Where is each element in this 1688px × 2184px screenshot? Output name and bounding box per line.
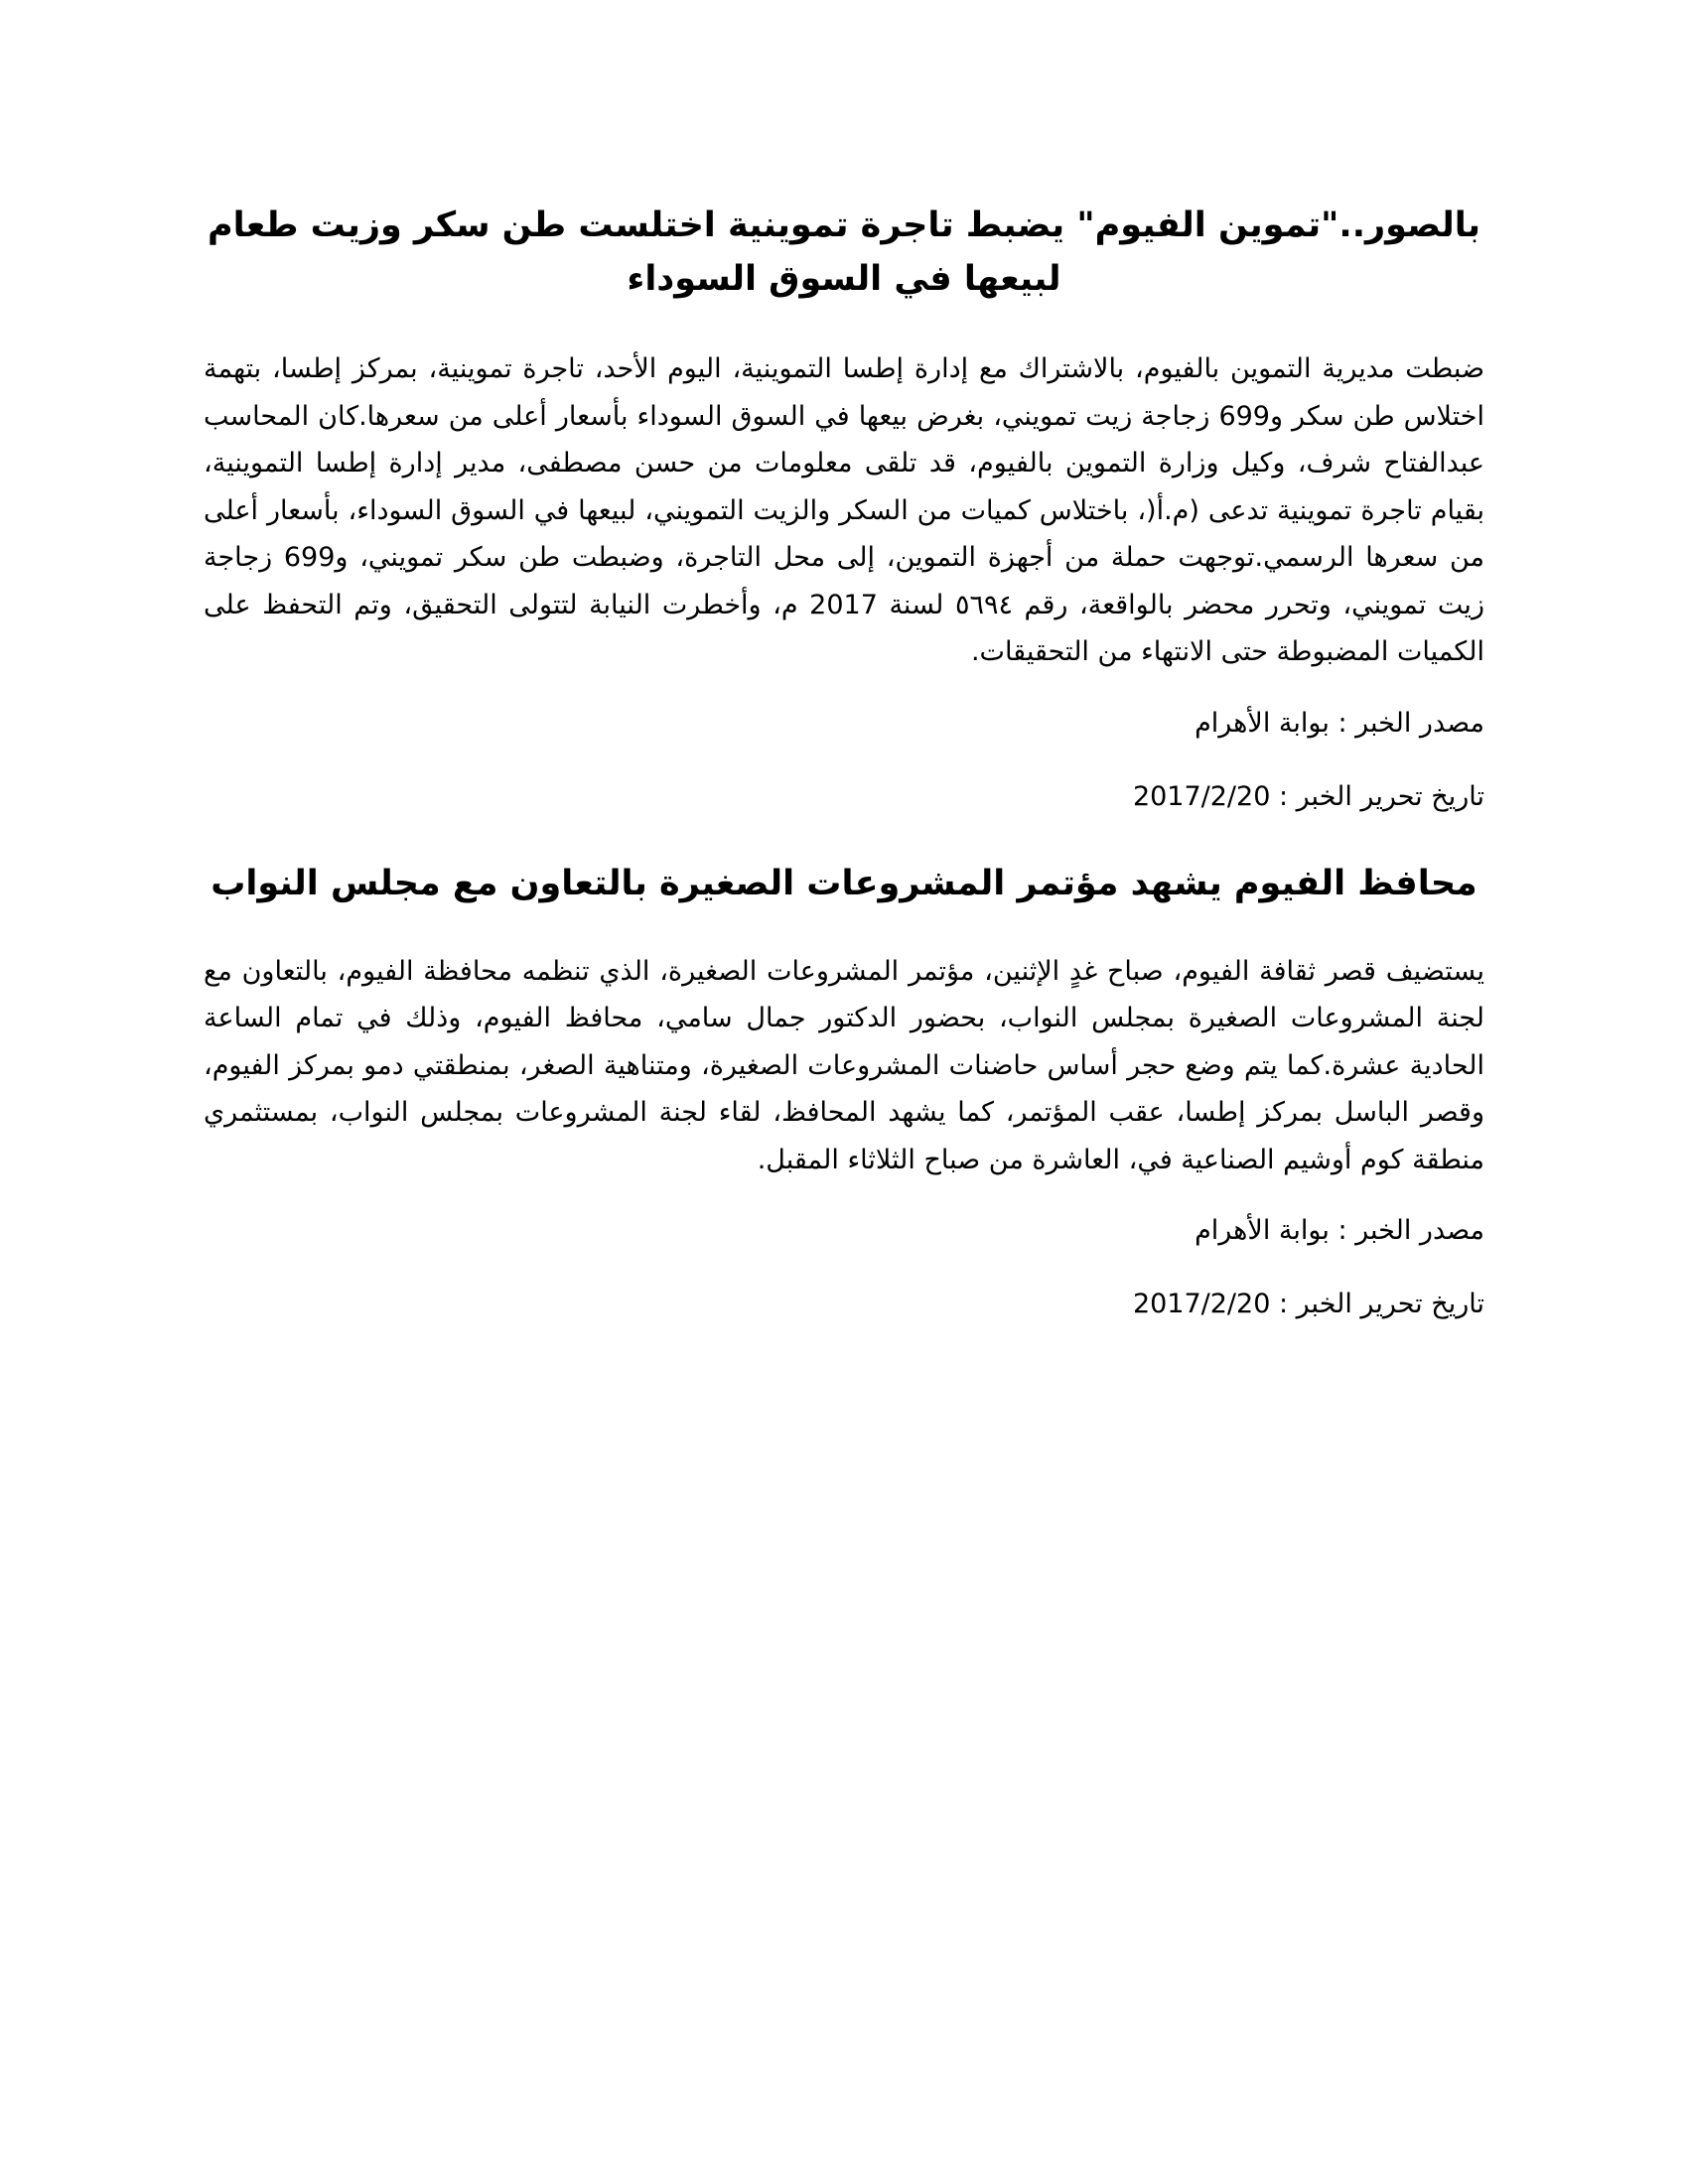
date-value: 2017/2/20	[1132, 1289, 1271, 1319]
document-page	[204, 199, 1484, 1324]
source-label: مصدر الخبر :	[1329, 1215, 1484, 1246]
article-title: بالصور.."تموين الفيوم" يضبط تاجرة تموينية اختلست طن سكر وزيت طعام لبيعها في السوق السوداء	[207, 205, 1481, 299]
source-label: مصدر الخبر :	[1329, 707, 1484, 739]
article-source	[204, 704, 1484, 744]
article-source	[204, 1211, 1484, 1251]
date-value: 2017/2/20	[1132, 780, 1271, 812]
article-body: ضبطت مديرية التموين بالفيوم، بالاشتراك مع إدارة إطسا التموينية، اليوم الأحد، تاجرة تموينية، بمركز إطسا، بتهمة اختلاس طن سكر و699 زجاجة زيت تمويني، بغرض بيعها في السوق السوداء بأسعار أعلى من سعرها.كان المحاسب عبدالفتاح شرف، وكيل وزارة التموين بالفيوم، قد تلقى معلومات من حسن مصطفى، مدير إدارة إطسا التموينية، بقيام تاجرة تموينية تدعى (م.أ(، باختلاس كميات من السكر والزيت التمويني، لبيعها في السوق السوداء، بأسعار أعلى من سعرها الرسمي.توجهت حملة من أجهزة التموين، إلى محل التاجرة، وضبطت طن سكر تمويني، و699 زجاجة زيت تمويني، وتحرر محضر بالواقعة، رقم ٥٦٩٤ لسنة 2017 م، وأخطرت النيابة لتتولى التحقيق، وتم التحفظ على الكميات المضبوطة حتى الانتهاء من التحقيقات.	[204, 353, 1484, 667]
article-title: محافظ الفيوم يشهد مؤتمر المشروعات الصغيرة بالتعاون مع مجلس النواب	[211, 863, 1477, 903]
article-date	[204, 777, 1484, 817]
source-value: بوابة الأهرام	[1195, 1215, 1330, 1246]
date-label: تاريخ تحرير الخبر :	[1270, 1289, 1484, 1319]
article	[204, 857, 1484, 1325]
date-label: تاريخ تحرير الخبر :	[1270, 780, 1484, 812]
article-date	[204, 1285, 1484, 1324]
source-value: بوابة الأهرام	[1195, 707, 1330, 739]
article-body: يستضيف قصر ثقافة الفيوم، صباح غدٍ الإثنين، مؤتمر المشروعات الصغيرة، الذي تنظمه محافظة الفيوم، بالتعاون مع لجنة المشروعات الصغيرة بمجلس النواب، بحضور الدكتور جمال سامي، محافظ الفيوم، وذلك في تمام الساعة الحادية عشرة.كما يتم وضع حجر أساس حاضنات المشروعات الصغيرة، ومتناهية الصغر، بمنطقتي دمو بمركز الفيوم، وقصر الباسل بمركز إطسا، عقب المؤتمر، كما يشهد المحافظ، لقاء لجنة المشروعات بمجلس النواب، بمستثمري منطقة كوم أوشيم الصناعية في، العاشرة من صباح الثلاثاء المقبل.	[204, 955, 1484, 1175]
article	[204, 199, 1484, 817]
